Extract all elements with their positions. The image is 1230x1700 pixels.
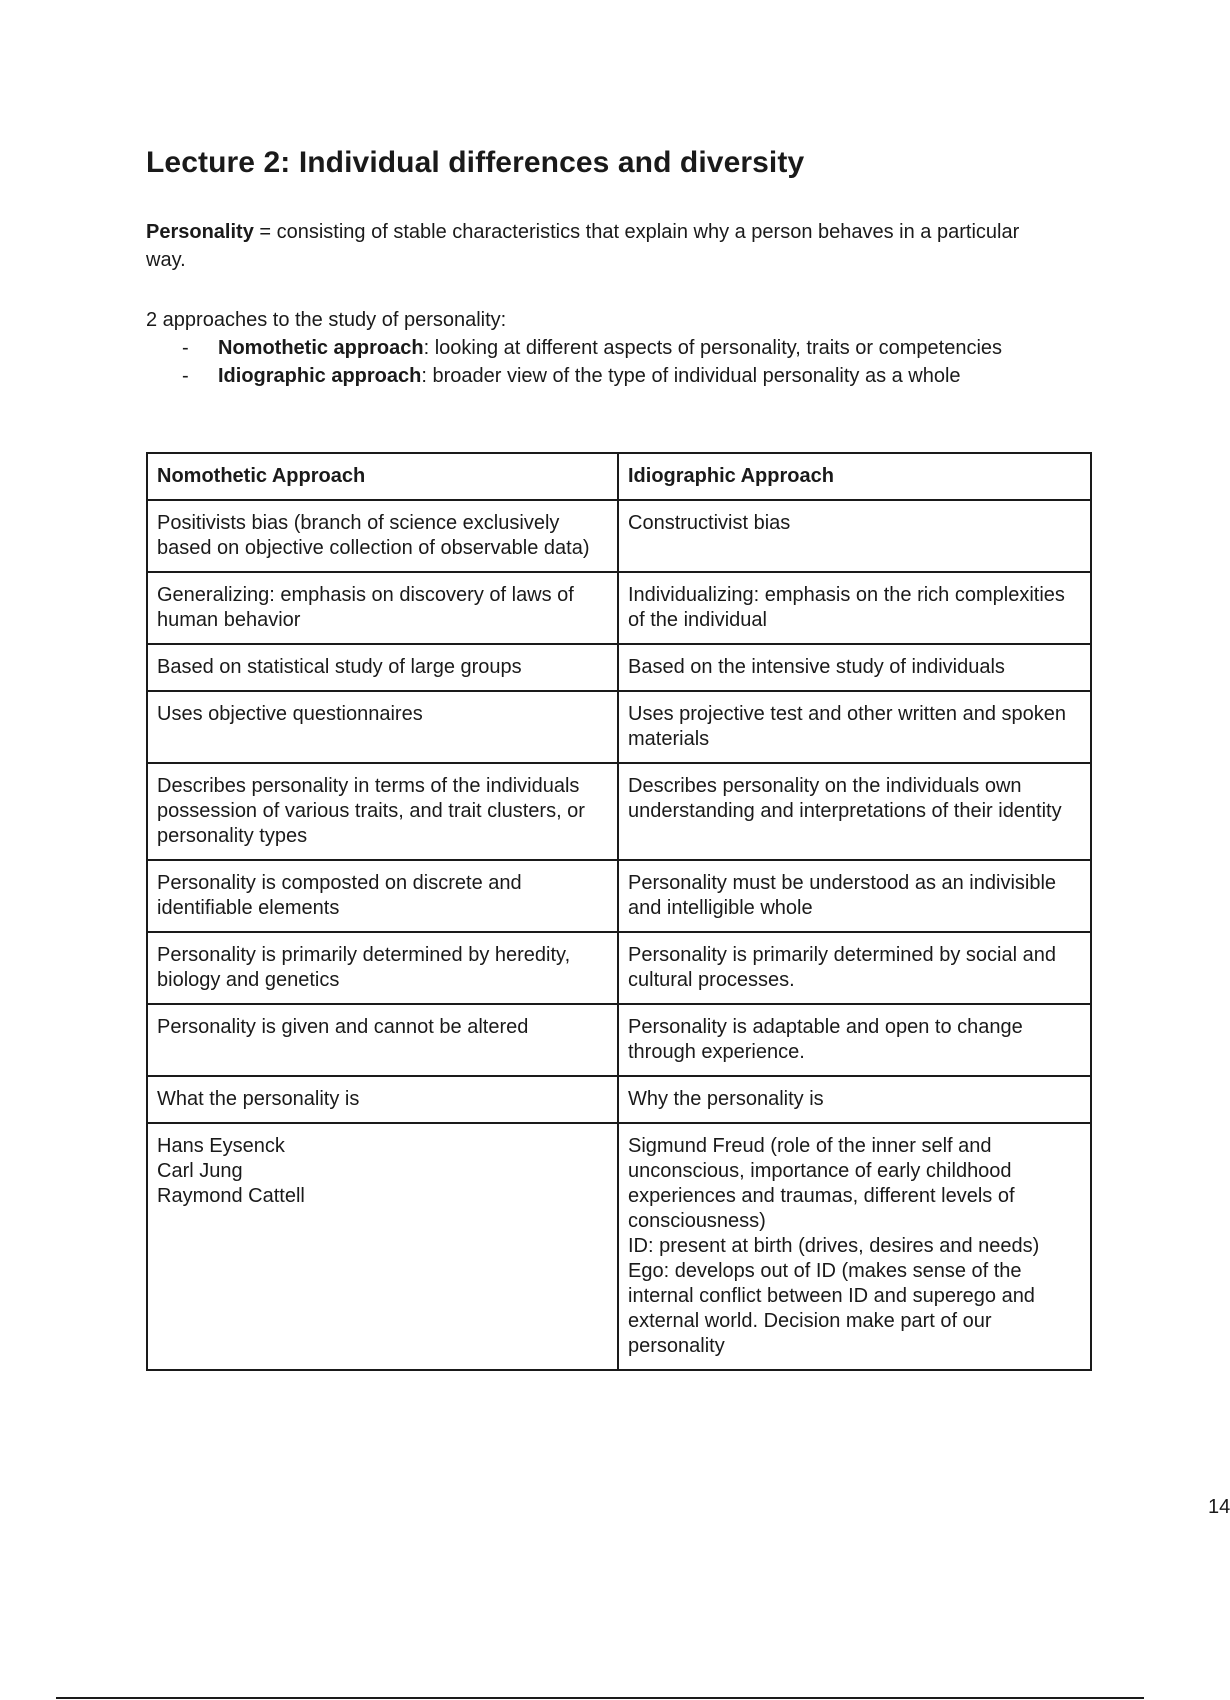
cell-text: Based on the intensive study of individuals — [628, 656, 1005, 678]
table-row — [147, 572, 1091, 644]
cell-text: Personality is given and cannot be altered — [157, 1016, 529, 1038]
list-item — [146, 334, 1002, 362]
approaches-intro: 2 approaches to the study of personality: — [146, 309, 507, 331]
header-idiographic: Idiographic Approach — [618, 453, 1091, 500]
nomothetic-cell — [147, 1004, 618, 1076]
approach-description: : broader view of the type of individual personality as a whole — [421, 365, 961, 387]
idiographic-cell — [618, 763, 1091, 860]
dash-bullet-icon: - — [182, 337, 189, 359]
nomothetic-cell — [147, 691, 618, 763]
table-row — [147, 860, 1091, 932]
approaches-list — [146, 334, 1002, 390]
personality-definition — [146, 218, 1046, 274]
idiographic-cell — [618, 644, 1091, 691]
idiographic-cell — [618, 1123, 1091, 1370]
dash-bullet-icon: - — [182, 365, 189, 387]
cell-text: Personality is primarily determined by social and cultural processes. — [628, 944, 1056, 991]
table-body — [147, 500, 1091, 1370]
table-header-row — [147, 453, 1091, 500]
cell-text: Sigmund Freud (role of the inner self and unconscious, importance of early childhood experiences and traumas, different levels of consciousness) — [628, 1135, 1015, 1232]
cell-text: Uses projective test and other written and spoken materials — [628, 703, 1067, 750]
idiographic-cell — [618, 572, 1091, 644]
definition-term: Personality — [146, 221, 254, 243]
nomothetic-cell — [147, 763, 618, 860]
nomothetic-cell — [147, 572, 618, 644]
nomothetic-cell — [147, 932, 618, 1004]
idiographic-cell — [618, 1076, 1091, 1123]
cell-text: Carl Jung — [157, 1160, 243, 1182]
page-title: Lecture 2: Individual differences and diversity — [146, 146, 805, 179]
table-row — [147, 691, 1091, 763]
idiographic-cell — [618, 500, 1091, 572]
table-row — [147, 500, 1091, 572]
nomothetic-cell — [147, 860, 618, 932]
nomothetic-cell — [147, 1076, 618, 1123]
cell-text: Raymond Cattell — [157, 1185, 305, 1207]
cell-text: Positivists bias (branch of science exclusively based on objective collection of observable data) — [157, 512, 590, 559]
approach-description: : looking at different aspects of personality, traits or competencies — [423, 337, 1003, 359]
cell-text: Personality is adaptable and open to change through experience. — [628, 1016, 1023, 1063]
table-row — [147, 1123, 1091, 1370]
idiographic-cell — [618, 691, 1091, 763]
bottom-divider — [56, 1697, 1144, 1699]
cell-text: Why the personality is — [628, 1088, 824, 1110]
cell-text: Based on statistical study of large groups — [157, 656, 522, 678]
cell-text: Personality is composted on discrete and identifiable elements — [157, 872, 522, 919]
approach-term: Nomothetic approach — [218, 337, 424, 359]
cell-text: Personality must be understood as an indivisible and intelligible whole — [628, 872, 1057, 919]
nomothetic-cell — [147, 500, 618, 572]
approach-term: Idiographic approach — [218, 365, 422, 387]
cell-text: Uses objective questionnaires — [157, 703, 423, 725]
cell-text: ID: present at birth (drives, desires and needs) — [628, 1235, 1040, 1257]
cell-text: What the personality is — [157, 1088, 360, 1110]
table-row — [147, 1004, 1091, 1076]
table-row — [147, 932, 1091, 1004]
list-item — [146, 362, 1002, 390]
comparison-table — [146, 452, 1092, 1371]
table-row — [147, 1076, 1091, 1123]
header-nomothetic: Nomothetic Approach — [147, 453, 618, 500]
cell-text: Constructivist bias — [628, 512, 791, 534]
cell-text: Describes personality on the individuals own understanding and interpretations of their identity — [628, 775, 1062, 822]
page-number: 14 — [1208, 1496, 1230, 1518]
idiographic-cell — [618, 1004, 1091, 1076]
idiographic-cell — [618, 932, 1091, 1004]
cell-text: Hans Eysenck — [157, 1135, 285, 1157]
nomothetic-cell — [147, 644, 618, 691]
cell-text: Describes personality in terms of the individuals possession of various traits, and trait clusters, or personality types — [157, 775, 585, 847]
cell-text: Generalizing: emphasis on discovery of laws of human behavior — [157, 584, 574, 631]
table-row — [147, 644, 1091, 691]
nomothetic-cell — [147, 1123, 618, 1370]
idiographic-cell — [618, 860, 1091, 932]
table-row — [147, 763, 1091, 860]
cell-text: Personality is primarily determined by heredity, biology and genetics — [157, 944, 571, 991]
definition-text: = consisting of stable characteristics that explain why a person behaves in a particular way. — [146, 221, 1020, 271]
cell-text: Individualizing: emphasis on the rich complexities of the individual — [628, 584, 1065, 631]
cell-text: Ego: develops out of ID (makes sense of the internal conflict between ID and superego and external world. Decision make part of our personality — [628, 1260, 1035, 1357]
